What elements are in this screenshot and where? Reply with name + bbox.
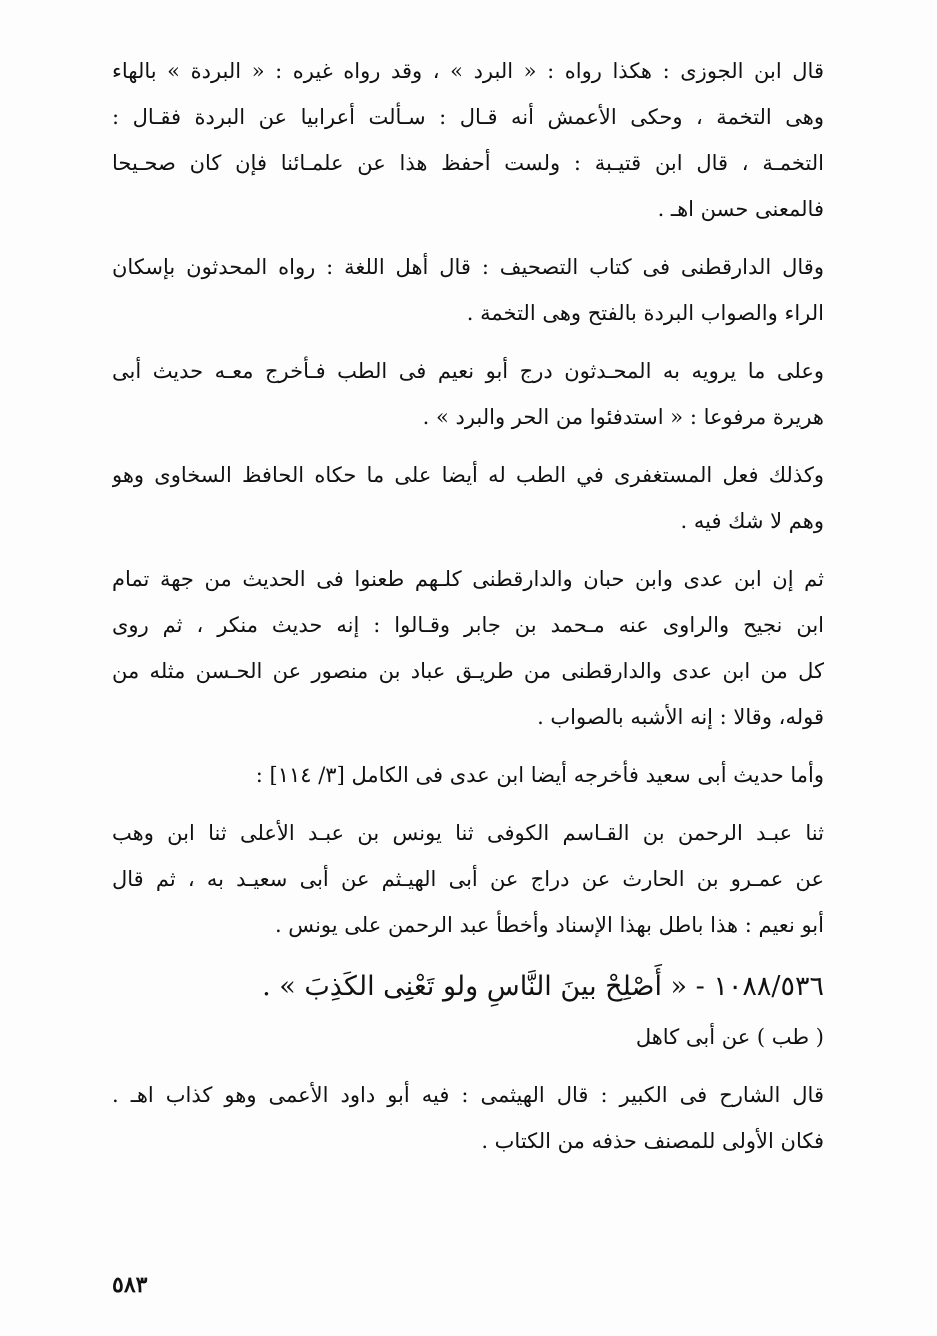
text-line: عن عمـرو بن الحارث عن دراج عن أبى الهيـثم عن أبى سعيـد به ، ثم قال: [112, 867, 824, 891]
text-line: فكان الأولى للمصنف حذفه من الكتاب .: [481, 1129, 824, 1153]
text-line: أبو نعيم : هذا باطل بهذا الإسناد وأخطأ عبد الرحمن على يونس .: [274, 913, 824, 937]
text-line: وعلى ما يرويه به المحـدثون درج أبو نعيم فى الطب فـأخرج معـه حديث أبى: [112, 359, 824, 383]
paragraph-isnad: [112, 810, 824, 948]
paragraph-abu-nuaym: [112, 348, 824, 440]
text-line: ابن نجيح والراوى عنه مـحمد بن جابر وقـالوا : إنه حديث منكر ، ثم روى: [112, 613, 824, 637]
text-line: هريرة مرفوعا : « استدفئوا من الحر والبرد » .: [422, 405, 824, 429]
text-line: وأما حديث أبى سعيد فأخرجه أيضا ابن عدى فى الكامل [٣/ ١١٤] :: [255, 763, 824, 787]
page-number: ٥٨٣: [112, 1272, 148, 1298]
text-line: فالمعنى حسن اهـ .: [657, 197, 824, 221]
paragraph-daraqutni: [112, 244, 824, 336]
paragraph-abu-said: [112, 752, 824, 798]
hadith-heading: ١٠٨٨/٥٣٦ - « أَصْلِحْ بينَ النَّاسِ ولو تَعْنِى الكَذِبَ » .: [262, 971, 824, 1002]
text-line: ثم إن ابن عدى وابن حبان والدارقطنى كلـهم طعنوا فى الحديث من جهة تمام: [112, 567, 824, 591]
text-line: قال الشارح فى الكبير : قال الهيثمى : فيه أبو داود الأعمى وهو كذاب اهـ .: [112, 1083, 824, 1107]
text-line: وهى التخمة ، وحكى الأعمش أنه قـال : سـألت أعرابيا عن البردة فقـال :: [112, 105, 824, 129]
text-line: قوله، وقالا : إنه الأشبه بالصواب .: [537, 705, 824, 729]
paragraph-mustaghfiri: [112, 452, 824, 544]
text-line: وقال الدارقطنى فى كتاب التصحيف : قال أهل اللغة : رواه المحدثون بإسكان: [112, 255, 824, 279]
paragraph-ibn-al-jawzi: [112, 48, 824, 232]
text-line: التخمـة ، قال ابن قتيـبة : ولست أحفظ هذا عن علمـائنا فإن كان صحـيحا: [112, 151, 824, 175]
paragraph-ibn-adi: [112, 556, 824, 740]
paragraph-commentary: [112, 1072, 824, 1164]
text-line: ثنا عبـد الرحمن بن القـاسم الكوفى ثنا يونس بن عبـد الأعلى ثنا ابن وهب: [112, 821, 824, 845]
hadith-source: ( طب ) عن أبى كاهل: [635, 1025, 824, 1049]
main-text: [112, 48, 824, 1176]
hadith-heading-block: [112, 960, 824, 1060]
text-line: الراء والصواب البردة بالفتح وهى التخمة .: [466, 301, 824, 325]
text-line: وهم لا شك فيه .: [680, 509, 824, 533]
text-line: قال ابن الجوزى : هكذا رواه : « البرد » ، وقد رواه غيره : « البردة » بالهاء: [112, 59, 824, 83]
text-line: وكذلك فعل المستغفرى في الطب له أيضا على ما حكاه الحافظ السخاوى وهو: [112, 463, 824, 487]
text-line: كل من ابن عدى والدارقطنى من طريـق عباد بن منصور عن الحـسن مثله من: [112, 659, 824, 683]
